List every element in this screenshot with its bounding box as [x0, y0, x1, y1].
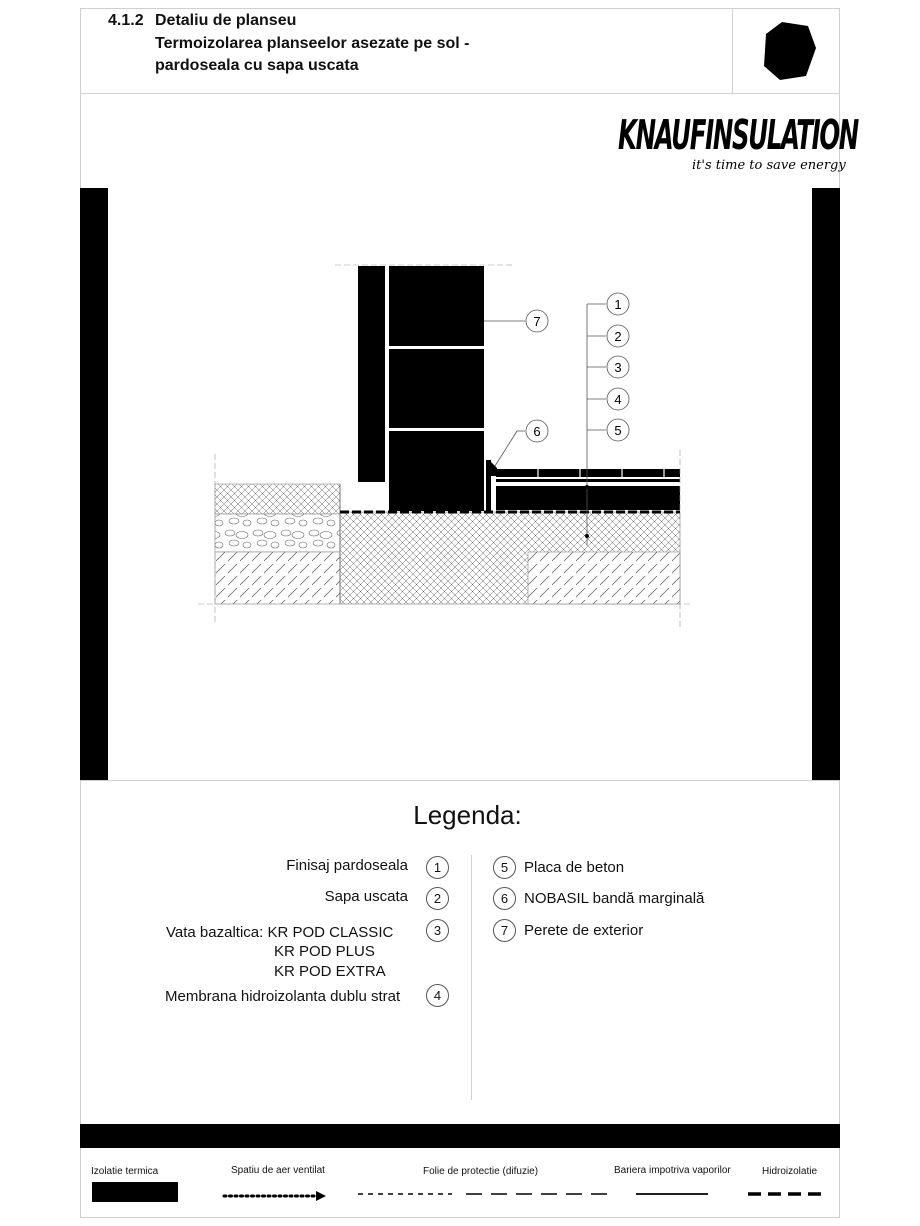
legend-item-3-number: 3: [426, 919, 449, 942]
section-number: 4.1.2: [108, 12, 144, 29]
page-subtitle-line1: Termoizolarea planseelor asezate pe sol -: [155, 35, 470, 52]
legend-item-6-number: 6: [493, 887, 516, 910]
svg-text:4: 4: [614, 392, 622, 407]
legend-item-6-label: NOBASIL bandă marginală: [524, 890, 705, 907]
key-label-vapor-barrier: Bariera impotriva vaporilor: [614, 1165, 731, 1176]
svg-text:7: 7: [533, 314, 541, 329]
svg-text:2: 2: [614, 329, 622, 344]
dotted-arrow-icon: [224, 1191, 326, 1201]
callout-3: [607, 356, 629, 378]
legend-item-3-variant-plus: KR POD PLUS: [274, 943, 375, 960]
solid-fill-swatch-icon: [92, 1182, 178, 1202]
legend-item-3-label: Vata bazaltica: KR POD CLASSIC: [166, 924, 394, 941]
key-label-insulation: Izolatie termica: [91, 1166, 159, 1177]
callout-1: [607, 293, 629, 315]
callout-4: [607, 388, 629, 410]
legend-item-4-label: Membrana hidroizolanta dublu strat: [165, 988, 401, 1005]
key-label-air-gap: Spatiu de aer ventilat: [231, 1165, 325, 1176]
svg-text:5: 5: [614, 423, 622, 438]
key-label-waterproofing: Hidroizolatie: [762, 1166, 818, 1177]
line-key-symbols: [0, 1176, 920, 1216]
legend-item-1-label: Finisaj pardoseala: [286, 857, 408, 874]
legend-item-5-label: Placa de beton: [524, 859, 625, 876]
legend-item-2-number: 2: [426, 887, 449, 910]
callout-7: [526, 310, 548, 332]
page-title: Detaliu de planseu: [155, 12, 297, 29]
callout-6: [526, 420, 548, 442]
brand-logo: KNAUFINSULATION: [618, 112, 858, 160]
legend-divider: [471, 855, 472, 1100]
callout-5: [607, 419, 629, 441]
svg-text:3: 3: [614, 360, 622, 375]
brand-tagline: it's time to save energy: [692, 158, 846, 173]
svg-text:6: 6: [533, 424, 541, 439]
callout-2: [607, 325, 629, 347]
page-subtitle-line2: pardoseala cu sapa uscata: [155, 57, 359, 74]
legend-item-4-number: 4: [426, 984, 449, 1007]
svg-text:1: 1: [614, 297, 622, 312]
legend-item-7-label: Perete de exterior: [524, 922, 644, 939]
legend-item-1-number: 1: [426, 856, 449, 879]
legend-item-2-label: Sapa uscata: [324, 888, 408, 905]
legend-item-3-variant-extra: KR POD EXTRA: [274, 963, 386, 980]
footer-band: [80, 1124, 840, 1148]
key-label-protective-foil: Folie de protectie (difuzie): [423, 1166, 539, 1177]
legend-title: Legenda:: [413, 800, 522, 830]
legend-item-5-number: 5: [493, 856, 516, 879]
legend-item-7-number: 7: [493, 919, 516, 942]
